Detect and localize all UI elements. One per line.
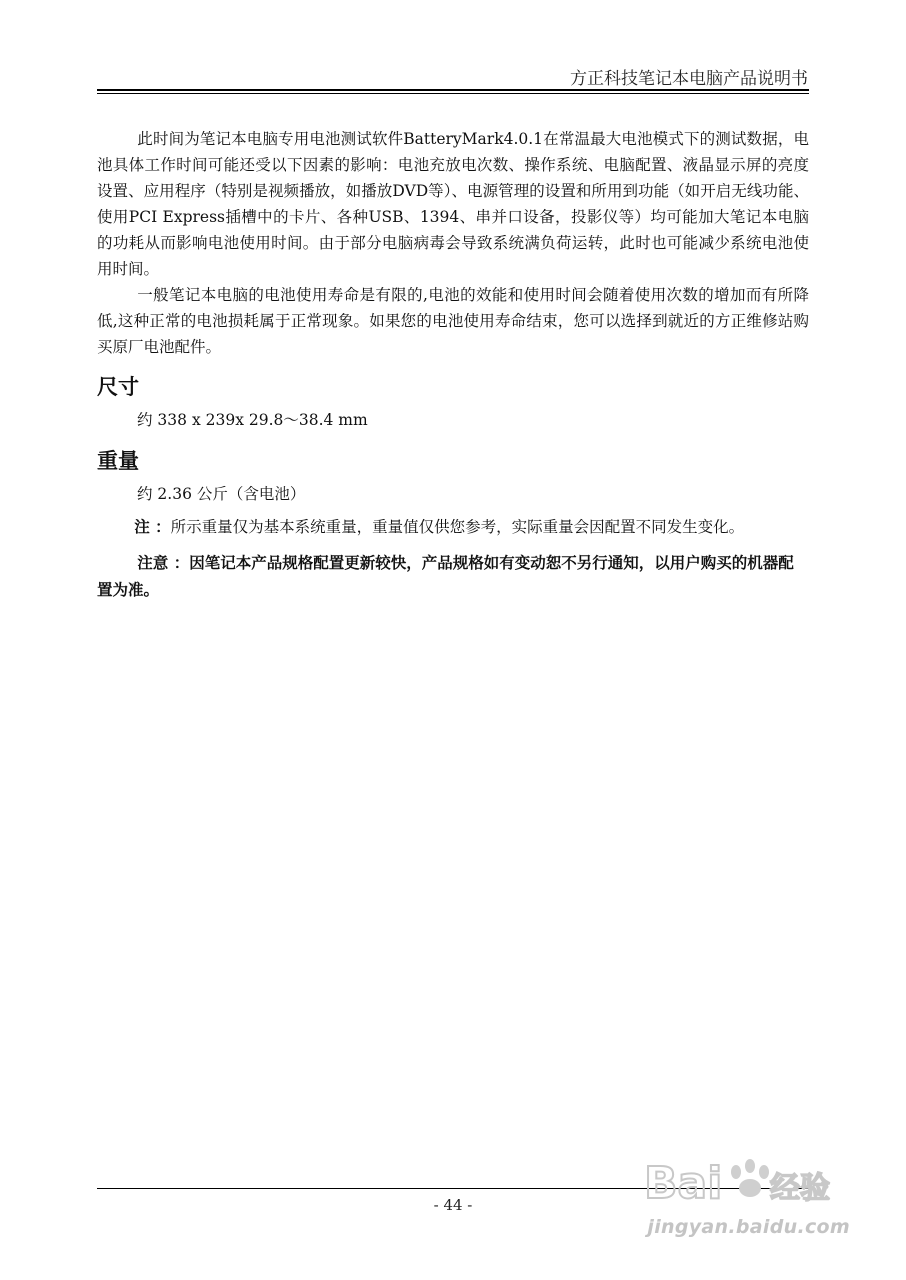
baidu-jingyan-logo	[644, 1150, 854, 1212]
notice-label: 注意 ：	[137, 554, 190, 572]
svg-text:Bai: Bai	[644, 1158, 723, 1209]
page-number: - 44 -	[433, 1196, 473, 1214]
page-header-title: 方正科技笔记本电脑产品说明书	[570, 69, 808, 89]
svg-text:经验: 经验	[770, 1171, 830, 1206]
watermark-url: jingyan.baidu.com	[647, 1216, 850, 1238]
weight-note	[97, 514, 809, 540]
dimensions-value: 约 338 x 239x 29.8～38.4 mm	[137, 411, 368, 429]
spec-change-notice	[97, 550, 809, 604]
battery-life-paragraph: 一般笔记本电脑的电池使用寿命是有限的,电池的效能和使用时间会随着使用次数的增加而有所降低,这种正常的电池损耗属于正常现象。如果您的电池使用寿命结束，您可以选择到就近的方正维修站购买原厂电池配件。	[97, 286, 809, 356]
weight-value: 约 2.36 公斤（含电池）	[137, 485, 306, 503]
note-label: 注 ：	[134, 518, 171, 536]
baidu-watermark	[644, 1150, 854, 1250]
battery-time-paragraph: 此时间为笔记本电脑专用电池测试软件BatteryMark4.0.1在常温最大电池模式下的测试数据，电池具体工作时间可能还受以下因素的影响：电池充放电次数、操作系统、电脑配置、液晶显示屏的亮度设置、应用程序（特别是视频播放，如播放DVD等）、电源管理的设置和所用到功能（如开启无线功能、使用PCI Express插槽中的卡片、各种USB、1394、串并口设备，投影仪等）均可能加大笔记本电脑的功耗从而影响电池使用时间。由于部分电脑病毒会导致系统满负荷运转，此时也可能减少系统电池使用时间。	[97, 130, 809, 278]
notice-text: 因笔记本产品规格配置更新较快，产品规格如有变动恕不另行通知，以用户购买的机器配置为准。	[97, 554, 794, 599]
note-text: 所示重量仅为基本系统重量，重量值仅供您参考，实际重量会因配置不同发生变化。	[170, 518, 745, 536]
header-divider	[97, 89, 809, 91]
dimensions-heading: 尺寸	[97, 375, 139, 399]
header-divider-thin	[97, 93, 809, 94]
weight-heading: 重量	[97, 449, 139, 473]
document-body	[97, 126, 809, 604]
